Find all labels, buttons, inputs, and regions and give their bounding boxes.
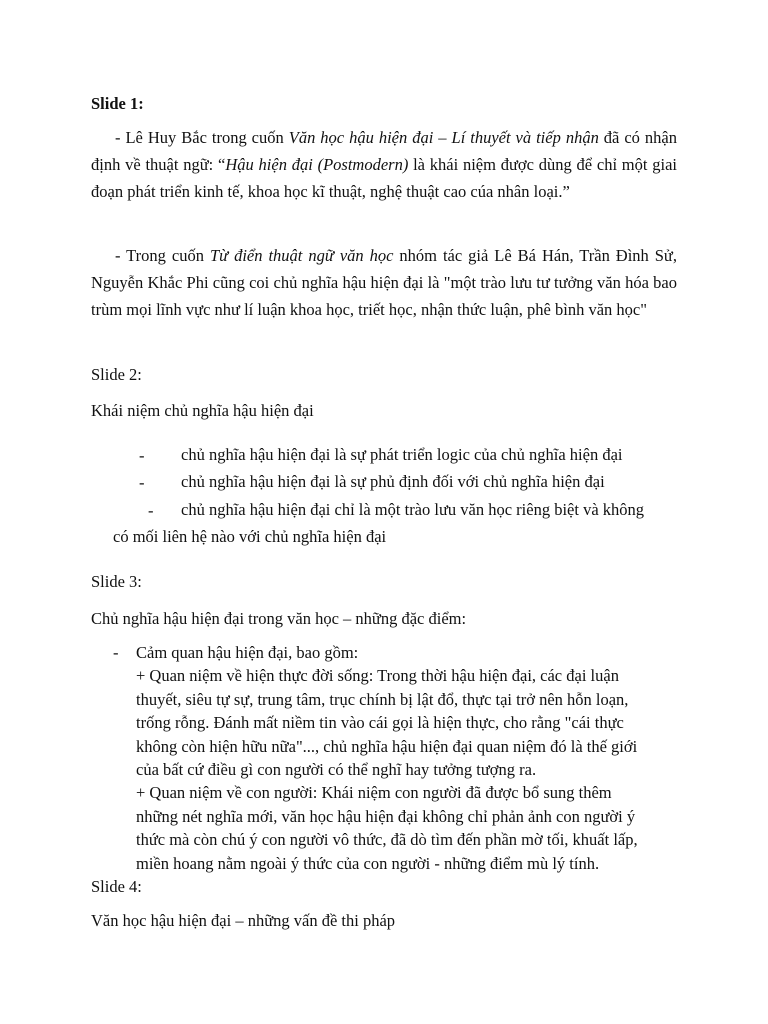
slide-3-heading: Slide 3: xyxy=(91,572,142,591)
bullet-marker: - xyxy=(148,501,154,520)
para2-lead: - Trong cuốn xyxy=(115,246,210,265)
slide-2-heading: Slide 2: xyxy=(91,365,142,384)
para2-book-title: Từ điển thuật ngữ văn học xyxy=(209,246,394,265)
slide-3-line: trống rỗng. Đánh mất niềm tin vào cái gọi là hiện thực, cho rằng "cái thực xyxy=(136,713,624,733)
slide-3-line: thuyết, siêu tự sự, trung tâm, trục chính bị lật đổ, thực tại trở nên hỗn loạn, xyxy=(136,689,629,709)
para1-mid: đã có nhận định về thuật ngữ: “ xyxy=(91,128,677,174)
slide-4-heading: Slide 4: xyxy=(91,877,142,896)
bullet-marker: - xyxy=(139,446,145,465)
para2-tail: nhóm tác giả Lê Bá Hán, Trần Đình Sử, Nguyễn Khắc Phi cũng coi chủ nghĩa hậu hiện đại là "một trào lưu tư tưởng văn hóa bao trùm mọi lĩnh vực như lí luận khoa học, triết học, nhận thức luận, phê bình văn học" xyxy=(91,246,677,319)
para1-tail: là khái niệm được dùng để chỉ một giai đoạn phát triển kinh tế, khoa học kĩ thuật, nghệ thuật cao cúa nhân loại.” xyxy=(91,155,677,201)
bullet-marker: - xyxy=(139,473,145,492)
slide-1-paragraph-2 xyxy=(91,242,677,323)
slide-3-line: Cảm quan hậu hiện đại, bao gồm: xyxy=(136,643,359,662)
slide-3-line: không còn hiện hữu nữa"..., chủ nghĩa hậu hiện đại quan niệm đó là thế giới xyxy=(136,736,638,756)
slide-4-title: Văn học hậu hiện đại – những vấn đề thi pháp xyxy=(91,911,396,930)
slide-1-paragraph-1 xyxy=(91,124,677,205)
slide-3-line: thức mà còn chú ý con người vô thức, đã dò tìm đến phần mờ tối, khuất lấp, xyxy=(136,830,638,850)
slide-2-bullet-2: chủ nghĩa hậu hiện đại là sự phủ định đối với chủ nghĩa hiện đại xyxy=(181,472,605,491)
slide-1-heading: Slide 1: xyxy=(91,94,144,113)
bullet-marker: - xyxy=(113,643,119,662)
slide-3-line: + Quan niệm về hiện thực đời sống: Trong thời hậu hiện đại, các đại luận xyxy=(136,666,619,686)
slide-3-line: của bất cứ điều gì con người có thể nghĩ hay tưởng tượng ra. xyxy=(136,760,537,780)
slide-2-title: Khái niệm chủ nghĩa hậu hiện đại xyxy=(91,401,314,420)
para1-book-title: Văn học hậu hiện đại – Lí thuyết và tiếp nhận xyxy=(288,128,599,147)
slide-3-title: Chủ nghĩa hậu hiện đại trong văn học – những đặc điểm: xyxy=(91,609,467,628)
para1-lead: - Lê Huy Bắc trong cuốn xyxy=(115,128,289,147)
slide-3-body xyxy=(136,641,676,875)
para1-term: Hậu hiện đại (Postmodern) xyxy=(225,155,409,174)
slide-3-line: + Quan niệm về con người: Khái niệm con người đã được bổ sung thêm xyxy=(136,783,612,803)
slide-2-bullet-3: chủ nghĩa hậu hiện đại chỉ là một trào lưu văn học riêng biệt và không xyxy=(181,500,645,519)
slide-2-bullet-3-continuation: có mối liên hệ nào với chủ nghĩa hiện đại xyxy=(113,527,387,546)
slide-3-line: những nét nghĩa mới, văn học hậu hiện đại không chỉ phản ảnh con người ý xyxy=(136,806,636,826)
slide-3-line: miền hoang nằm ngoài ý thức của con người - những điểm mù lý tính. xyxy=(136,853,600,873)
slide-2-bullet-1: chủ nghĩa hậu hiện đại là sự phát triển logic của chủ nghĩa hiện đại xyxy=(181,445,623,464)
